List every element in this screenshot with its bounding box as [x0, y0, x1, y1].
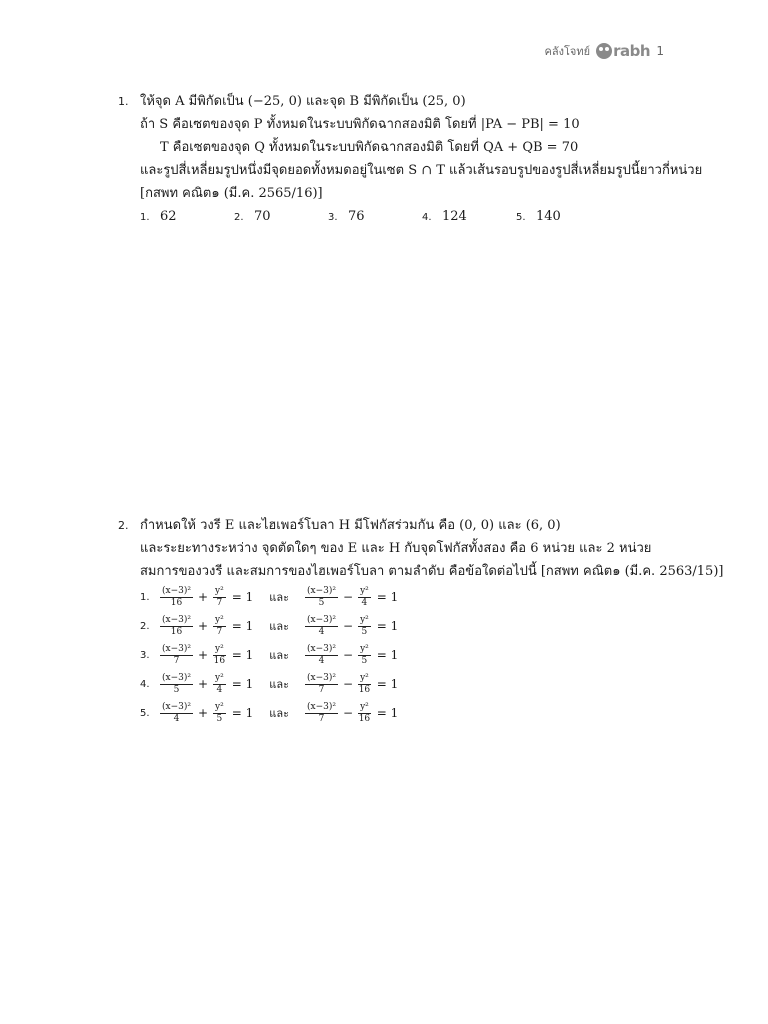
and-word: และ — [269, 649, 290, 662]
numerator: (x−3)² — [162, 615, 191, 625]
hyperbola-term-x — [305, 615, 338, 638]
denominator: 16 — [170, 598, 183, 608]
q1-source: [กสพท คณิต๑ (มี.ค. 2565/16)] — [140, 186, 323, 201]
plus-sign: + — [197, 706, 209, 720]
hyperbola-term-x — [305, 673, 338, 696]
denominator: 16 — [358, 714, 371, 724]
numerator: (x−3)² — [162, 702, 191, 712]
minus-sign: − — [343, 677, 354, 691]
q1-line-4: และรูปสี่เหลี่ยมรูปหนึ่งมีจุดยอดทั้งหมดอยู่ในเซต S ∩ T แล้วเส้นรอบรูปของรูปสี่เหลี่ยมรูปนี้ยาวกี่หน่วย — [140, 163, 703, 178]
denominator: 4 — [173, 714, 180, 724]
question-number: 1. — [118, 95, 129, 108]
numerator: y² — [360, 615, 369, 625]
hyperbola-term-y — [358, 702, 371, 725]
denominator: 7 — [318, 714, 325, 724]
and-word: และ — [269, 620, 290, 633]
plus-sign: + — [197, 619, 209, 633]
denominator: 7 — [173, 656, 180, 666]
numerator: y² — [215, 673, 224, 683]
ellipse-term-x — [160, 644, 193, 667]
q2-line-1: กำหนดให้ วงรี E และไฮเพอร์โบลา H มีโฟกัสร่วมกัน คือ (0, 0) และ (6, 0) — [140, 518, 561, 533]
numerator: y² — [215, 615, 224, 625]
and-word: และ — [269, 707, 290, 720]
choice-item[interactable] — [118, 670, 723, 699]
numerator: y² — [360, 673, 369, 683]
hyperbola-term-x — [305, 702, 338, 725]
ellipse-term-y — [213, 615, 226, 638]
denominator: 4 — [216, 685, 223, 695]
q1-line-3: T คือเซตของจุด Q ทั้งหมดในระบบพิกัดฉากสองมิติ โดยที่ QA + QB = 70 — [160, 140, 579, 155]
choice-number: 1. — [140, 592, 150, 603]
hyperbola-term-y — [358, 615, 371, 638]
numerator: y² — [360, 702, 369, 712]
hyperbola-term-y — [358, 586, 371, 609]
denominator: 5 — [216, 714, 223, 724]
numerator: y² — [215, 586, 224, 596]
question-1 — [118, 90, 702, 229]
page-number: 1 — [656, 44, 664, 58]
choice-item[interactable]: 3. 76 — [328, 209, 365, 224]
hyperbola-term-y — [358, 673, 371, 696]
ellipse-term-x — [160, 673, 193, 696]
equals-one: = 1 — [231, 648, 254, 662]
header-label: คลังโจทย์ — [544, 45, 591, 58]
and-word: และ — [269, 678, 290, 691]
publisher-logo — [596, 42, 650, 60]
equals-one: = 1 — [376, 677, 399, 691]
q2-choices — [118, 583, 723, 728]
choice-number: 3. — [140, 650, 150, 661]
choice-item[interactable] — [118, 699, 723, 728]
choice-item[interactable]: 5. 140 — [516, 209, 561, 224]
numerator: y² — [360, 586, 369, 596]
ellipse-term-y — [213, 673, 226, 696]
choice-item[interactable] — [118, 612, 723, 641]
choice-number: 5. — [140, 708, 150, 719]
and-word: และ — [269, 591, 290, 604]
equals-one: = 1 — [376, 648, 399, 662]
ellipse-term-x — [160, 702, 193, 725]
ellipse-term-x — [160, 615, 193, 638]
q1-choices — [118, 205, 702, 229]
denominator: 7 — [318, 685, 325, 695]
numerator: (x−3)² — [162, 673, 191, 683]
numerator: (x−3)² — [307, 615, 336, 625]
denominator: 7 — [216, 598, 223, 608]
ellipse-term-y — [213, 586, 226, 609]
choice-number: 4. — [140, 679, 150, 690]
denominator: 5 — [318, 598, 325, 608]
denominator: 7 — [216, 627, 223, 637]
numerator: (x−3)² — [307, 644, 336, 654]
numerator: y² — [360, 644, 369, 654]
equals-one: = 1 — [231, 590, 254, 604]
ellipse-term-y — [213, 644, 226, 667]
equals-one: = 1 — [231, 619, 254, 633]
choice-item[interactable]: 2. 70 — [234, 209, 271, 224]
equals-one: = 1 — [231, 677, 254, 691]
equals-one: = 1 — [376, 619, 399, 633]
choice-item[interactable] — [118, 583, 723, 612]
numerator: y² — [215, 644, 224, 654]
denominator: 16 — [358, 685, 371, 695]
denominator: 16 — [170, 627, 183, 637]
denominator: 5 — [361, 656, 368, 666]
equals-one: = 1 — [376, 706, 399, 720]
question-2 — [118, 514, 723, 728]
ellipse-term-y — [213, 702, 226, 725]
denominator: 4 — [318, 627, 325, 637]
numerator: (x−3)² — [307, 673, 336, 683]
numerator: y² — [215, 702, 224, 712]
choice-number: 2. — [140, 621, 150, 632]
page-header — [545, 42, 650, 60]
question-number: 2. — [118, 519, 129, 532]
denominator: 16 — [213, 656, 226, 666]
logo-word: rabh — [613, 42, 650, 60]
numerator: (x−3)² — [162, 644, 191, 654]
denominator: 4 — [361, 598, 368, 608]
numerator: (x−3)² — [162, 586, 191, 596]
hyperbola-term-x — [305, 586, 338, 609]
denominator: 5 — [361, 627, 368, 637]
q1-line-1: ให้จุด A มีพิกัดเป็น (−25, 0) และจุด B มีพิกัดเป็น (25, 0) — [140, 94, 466, 109]
equals-one: = 1 — [231, 706, 254, 720]
denominator: 5 — [173, 685, 180, 695]
minus-sign: − — [343, 619, 354, 633]
minus-sign: − — [343, 590, 354, 604]
plus-sign: + — [197, 590, 209, 604]
minus-sign: − — [343, 706, 354, 720]
q2-line-2: และระยะทางระหว่าง จุดตัดใดๆ ของ E และ H กับจุดโฟกัสทั้งสอง คือ 6 หน่วย และ 2 หน่วย — [140, 541, 652, 556]
choice-item[interactable]: 4. 124 — [422, 209, 467, 224]
q1-line-2: ถ้า S คือเซตของจุด P ทั้งหมดในระบบพิกัดฉากสองมิติ โดยที่ |PA − PB| = 10 — [140, 117, 580, 132]
minus-sign: − — [343, 648, 354, 662]
plus-sign: + — [197, 648, 209, 662]
hyperbola-term-y — [358, 644, 371, 667]
equals-one: = 1 — [376, 590, 399, 604]
hyperbola-term-x — [305, 644, 338, 667]
q2-line-3: สมการของวงรี และสมการของไฮเพอร์โบลา ตามลำดับ คือข้อใดต่อไปนี้ [กสพท คณิต๑ (มี.ค. 2563/15)] — [140, 564, 724, 579]
plus-sign: + — [197, 677, 209, 691]
numerator: (x−3)² — [307, 586, 336, 596]
denominator: 4 — [318, 656, 325, 666]
logo-dots-icon — [596, 43, 612, 59]
choice-item[interactable] — [118, 641, 723, 670]
ellipse-term-x — [160, 586, 193, 609]
numerator: (x−3)² — [307, 702, 336, 712]
choice-item[interactable]: 1. 62 — [140, 209, 177, 224]
